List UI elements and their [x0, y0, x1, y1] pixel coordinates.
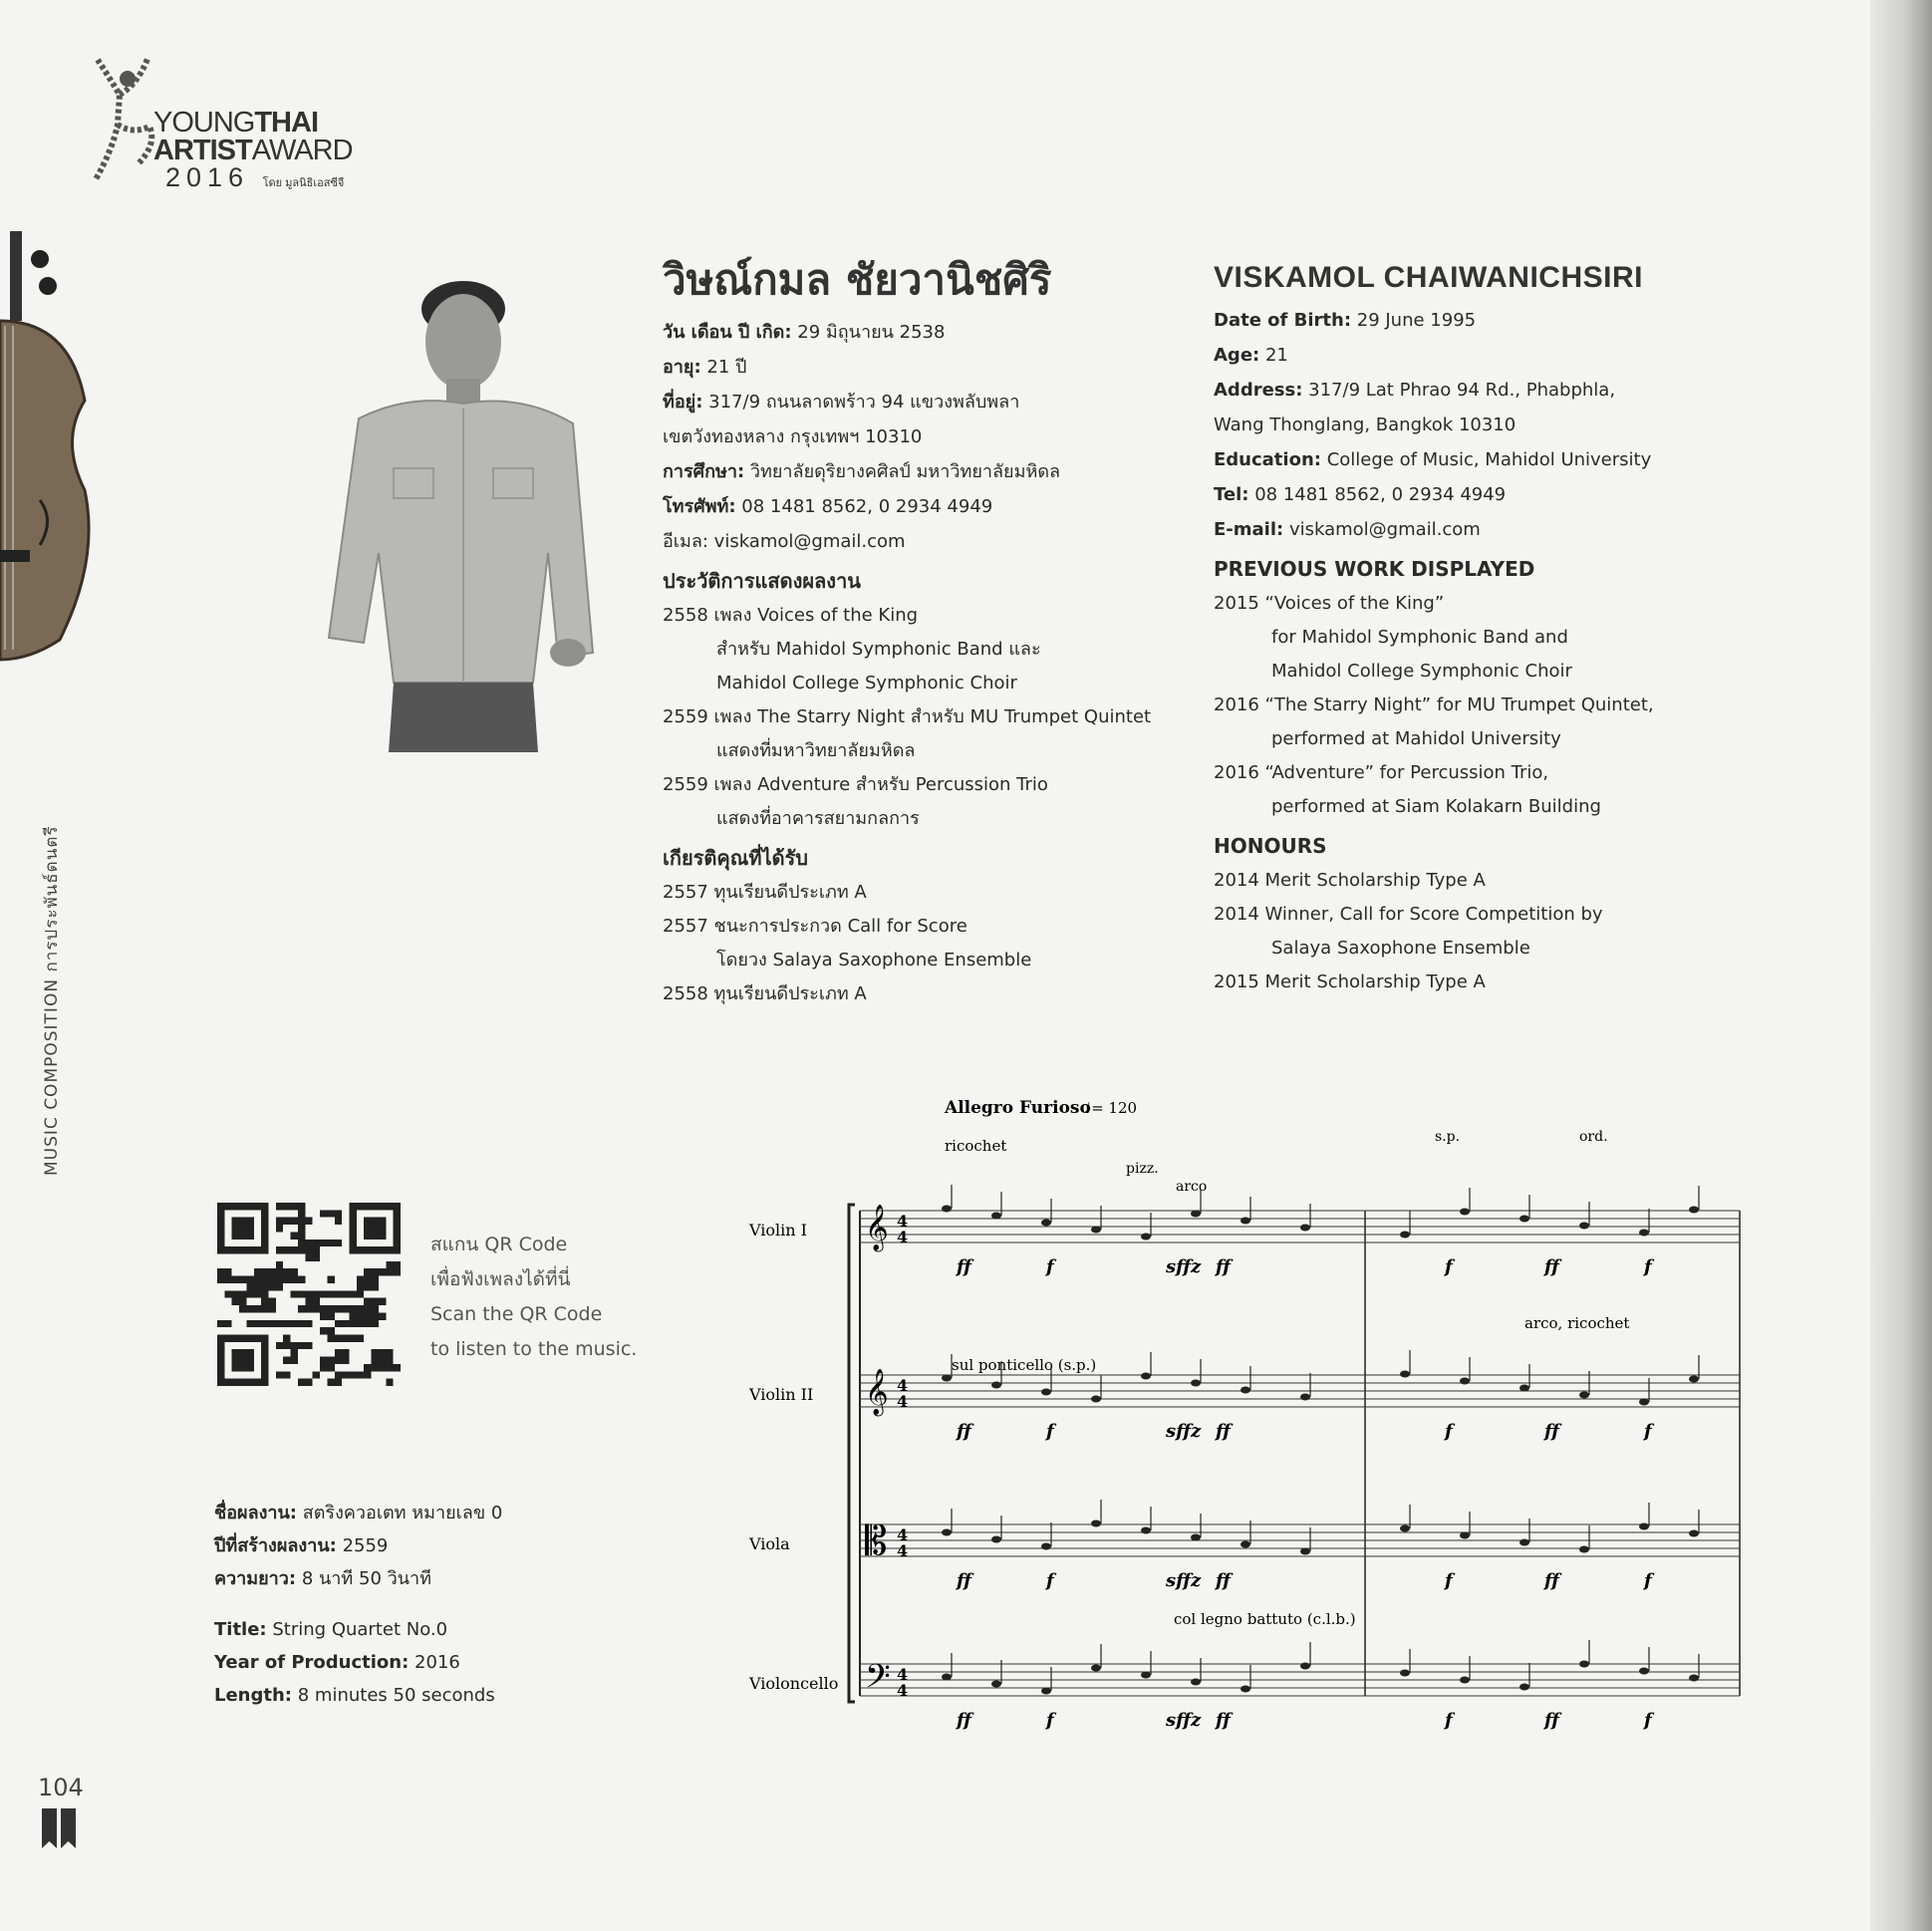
work-title-thai: ชื่อผลงาน: สตริงควอเตท หมายเลข 0 [214, 1503, 503, 1523]
list-item-continuation [663, 802, 1181, 836]
list-item [1214, 756, 1692, 790]
list-item-year: 2016 [1214, 694, 1265, 715]
dynamic-marking: f [1644, 1710, 1652, 1731]
tel-thai: โทรศัพท์: 08 1481 8562, 0 2934 4949 [663, 496, 993, 517]
dynamic-marking: sffz [1166, 1710, 1202, 1731]
dynamic-marking: f [1046, 1710, 1054, 1731]
list-item-text: สำหรับ Mahidol Symphonic Band และ [716, 639, 1041, 660]
list-item-continuation [663, 944, 1181, 977]
young-thai-artist-award-logo [88, 55, 357, 194]
logo-line1: YOUNGTHAI [153, 107, 319, 138]
address-english-line2: Wang Thonglang, Bangkok 10310 [1214, 414, 1517, 435]
marking-sul-ponticello: sul ponticello (s.p.) [952, 1356, 1097, 1374]
score-tempo: Allegro Furioso [945, 1098, 1091, 1118]
note-head [991, 1681, 1001, 1688]
list-item [663, 700, 1181, 734]
note-head [1241, 1541, 1250, 1548]
list-item-text: ทุนเรียนดีประเภท A [713, 983, 867, 1004]
bookmark-icon [42, 1808, 78, 1848]
list-item [1214, 966, 1692, 999]
note-head [1400, 1670, 1410, 1677]
works-heading-english: PREVIOUS WORK DISPLAYED [1214, 557, 1535, 581]
staff-systems [748, 1185, 1740, 1731]
dynamic-marking: f [1445, 1256, 1453, 1277]
time-signature: 4 [897, 1376, 909, 1395]
list-item-year: 2557 [663, 882, 714, 903]
note-head [1519, 1216, 1529, 1223]
marking-ord: ord. [1579, 1129, 1608, 1145]
list-item [1214, 864, 1692, 898]
dynamic-marking: ff [957, 1256, 971, 1277]
marking-ricochet: ricochet [945, 1137, 1007, 1155]
list-item-continuation [663, 734, 1181, 768]
note-head [991, 1382, 1001, 1389]
instrument-label: Violin II [749, 1385, 814, 1404]
list-item-text: Merit Scholarship Type A [1264, 971, 1486, 992]
work-year-english: Year of Production: 2016 [214, 1652, 460, 1673]
list-item-text: “Adventure” for Percussion Trio, [1264, 762, 1549, 783]
note-head [1400, 1232, 1410, 1239]
score-excerpt [747, 1091, 1744, 1749]
thai-bio-column [663, 247, 1181, 1011]
note-head [1191, 1534, 1201, 1541]
list-item-continuation [663, 633, 1181, 667]
qr-caption-en2: to listen to the music. [430, 1338, 638, 1360]
note-head [1519, 1385, 1529, 1392]
list-item-text: เพลง The Starry Night สำหรับ MU Trumpet Quintet [713, 706, 1152, 727]
work-year-thai: ปีที่สร้างผลงาน: 2559 [214, 1535, 389, 1556]
list-item-text: Merit Scholarship Type A [1264, 870, 1486, 891]
address-thai-line2: เขตวังทองหลาง กรุงเทพฯ 10310 [663, 426, 923, 447]
list-item [1214, 689, 1692, 722]
note-head [1579, 1392, 1589, 1399]
list-item [663, 876, 1181, 910]
dynamic-marking: f [1046, 1256, 1054, 1277]
list-item-text: Winner, Call for Score Competition by [1264, 904, 1603, 925]
system-bracket [849, 1205, 855, 1702]
list-item-text: เพลง Adventure สำหรับ Percussion Trio [713, 774, 1048, 795]
score-tempo-mark: ♩= 120 [1084, 1099, 1138, 1117]
email-english: E-mail: viskamol@gmail.com [1214, 519, 1481, 540]
note-head [1091, 1396, 1101, 1403]
note-head [1689, 1675, 1699, 1682]
dob-english: Date of Birth: 29 June 1995 [1214, 310, 1477, 331]
logo-line2: ARTISTAWARD [153, 135, 353, 166]
note-head [1300, 1394, 1310, 1401]
note-head [1141, 1672, 1151, 1679]
dynamic-marking: ff [1544, 1421, 1559, 1442]
clef-icon: 𝄞 [865, 1205, 889, 1250]
instrument-label: Viola [749, 1534, 790, 1553]
list-item-text: แสดงที่อาคารสยามกลการ [716, 808, 920, 829]
note-head [942, 1375, 952, 1382]
note-head [1519, 1684, 1529, 1691]
dynamic-marking: ff [957, 1421, 971, 1442]
list-item [663, 910, 1181, 944]
list-item-year: 2014 [1214, 870, 1265, 891]
marking-pizz: pizz. [1126, 1161, 1159, 1177]
list-item-year: 2015 [1214, 593, 1265, 614]
works-list-english [1214, 587, 1692, 824]
age-english: Age: 21 [1214, 345, 1288, 366]
note-head [1639, 1230, 1649, 1237]
book-gutter [1870, 0, 1932, 1931]
email-thai: อีเมล: viskamol@gmail.com [663, 531, 906, 552]
note-head [1041, 1389, 1051, 1396]
instrument-label: Violin I [749, 1221, 807, 1240]
dynamic-marking: f [1644, 1256, 1652, 1277]
note-head [1241, 1686, 1250, 1693]
list-item [663, 768, 1181, 802]
note-head [1460, 1532, 1470, 1539]
dynamic-marking: f [1445, 1570, 1453, 1591]
note-head [1241, 1387, 1250, 1394]
dynamic-marking: sffz [1166, 1570, 1202, 1591]
honours-heading-english: HONOURS [1214, 834, 1327, 858]
honours-heading-thai: เกียรติคุณที่ได้รับ [663, 846, 808, 870]
list-item-year: 2558 [663, 605, 714, 626]
note-head [1191, 1211, 1201, 1218]
note-head [1460, 1677, 1470, 1684]
work-length-thai: ความยาว: 8 นาที 50 วินาที [214, 1568, 432, 1589]
note-head [1091, 1227, 1101, 1234]
time-signature: 4 [897, 1212, 909, 1231]
artist-photo [299, 254, 633, 752]
note-head [1300, 1548, 1310, 1555]
clef-icon: 𝄞 [865, 1369, 889, 1415]
tel-english: Tel: 08 1481 8562, 0 2934 4949 [1214, 484, 1507, 505]
note-head [991, 1213, 1001, 1220]
dynamic-marking: f [1046, 1421, 1054, 1442]
note-head [1400, 1525, 1410, 1532]
list-item-text: performed at Siam Kolakarn Building [1271, 796, 1601, 817]
note-head [1141, 1234, 1151, 1241]
dynamic-marking: f [1445, 1421, 1453, 1442]
list-item-text: เพลง Voices of the King [713, 605, 919, 626]
dynamic-marking: ff [1544, 1570, 1559, 1591]
work-title-english: Title: String Quartet No.0 [214, 1619, 448, 1640]
list-item-text: Salaya Saxophone Ensemble [1271, 938, 1530, 959]
note-head [1241, 1218, 1250, 1225]
time-signature: 4 [897, 1392, 909, 1411]
note-head [1300, 1663, 1310, 1670]
clef-icon: 𝄢 [865, 1658, 891, 1704]
work-info [214, 1497, 502, 1712]
dynamic-marking: ff [1544, 1256, 1559, 1277]
artist-name-thai: วิษณ์กมล ชัยวานิชศิริ [663, 255, 1052, 304]
qr-caption-en1: Scan the QR Code [430, 1303, 603, 1325]
note-head [1041, 1543, 1051, 1550]
note-head [942, 1206, 952, 1213]
note-head [1579, 1223, 1589, 1230]
english-bio-column [1214, 261, 1692, 999]
dynamic-marking: ff [1544, 1710, 1559, 1731]
note-head [1689, 1207, 1699, 1214]
list-item-text: ชนะการประกวด Call for Score [713, 916, 967, 937]
works-heading-thai: ประวัติการแสดงผลงาน [663, 569, 861, 593]
list-item-text: “Voices of the King” [1264, 593, 1445, 614]
list-item-text: แสดงที่มหาวิทยาลัยมหิดล [716, 740, 916, 761]
dynamic-marking: ff [957, 1570, 971, 1591]
dynamic-marking: ff [1216, 1570, 1231, 1591]
list-item-text: Mahidol College Symphonic Choir [1271, 661, 1572, 682]
note-head [942, 1674, 952, 1681]
list-item-text: Mahidol College Symphonic Choir [716, 673, 1017, 693]
time-signature: 4 [897, 1541, 909, 1560]
time-signature: 4 [897, 1665, 909, 1684]
list-item-continuation [1214, 655, 1692, 689]
logo-year: 2016 โดย มูลนิธิเอสซีจี [165, 162, 345, 192]
marking-arco: arco [1176, 1179, 1208, 1195]
list-item-continuation [1214, 790, 1692, 824]
dynamic-marking: ff [1216, 1421, 1231, 1442]
dynamic-marking: sffz [1166, 1256, 1202, 1277]
list-item-year: 2559 [663, 706, 714, 727]
list-item-text: “The Starry Night” for MU Trumpet Quintet, [1264, 694, 1654, 715]
dynamic-marking: ff [1216, 1256, 1231, 1277]
list-item-year: 2016 [1214, 762, 1265, 783]
education-english: Education: College of Music, Mahidol University [1214, 449, 1652, 470]
violin-image [0, 231, 105, 670]
list-item-year: 2557 [663, 916, 714, 937]
works-list-thai [663, 599, 1181, 836]
note-head [1689, 1530, 1699, 1537]
marking-col-legno: col legno battuto (c.l.b.) [1174, 1610, 1356, 1628]
artist-name-english: VISKAMOL CHAIWANICHSIRI [1214, 261, 1643, 294]
list-item-continuation [663, 667, 1181, 700]
work-length-english: Length: 8 minutes 50 seconds [214, 1685, 495, 1706]
list-item [1214, 898, 1692, 932]
note-head [1519, 1539, 1529, 1546]
note-head [1191, 1679, 1201, 1686]
list-item-text: for Mahidol Symphonic Band and [1271, 627, 1568, 648]
dynamic-marking: f [1046, 1570, 1054, 1591]
note-head [1400, 1371, 1410, 1378]
list-item [663, 599, 1181, 633]
clef-icon: 𝄡 [865, 1518, 888, 1564]
time-signature: 4 [897, 1681, 909, 1700]
dob-thai: วัน เดือน ปี เกิด: 29 มิถุนายน 2538 [663, 322, 946, 343]
note-head [1091, 1520, 1101, 1527]
section-side-label: MUSIC COMPOSITION การประพันธ์ดนตรี [42, 825, 62, 1176]
note-head [1041, 1688, 1051, 1695]
honours-list-english [1214, 864, 1692, 999]
age-thai: อายุ: 21 ปี [663, 357, 747, 378]
time-signature: 4 [897, 1228, 909, 1246]
note-head [1460, 1378, 1470, 1385]
list-item [663, 977, 1181, 1011]
note-head [1460, 1209, 1470, 1216]
list-item-year: 2558 [663, 983, 714, 1004]
education-thai: การศึกษา: วิทยาลัยดุริยางคศิลป์ มหาวิทยาลัยมหิดล [663, 461, 1061, 482]
dynamic-marking: ff [957, 1710, 971, 1731]
note-head [1141, 1373, 1151, 1380]
list-item-text: โดยวง Salaya Saxophone Ensemble [716, 950, 1032, 970]
list-item [1214, 587, 1692, 621]
note-head [942, 1529, 952, 1536]
instrument-label: Violoncello [749, 1674, 839, 1693]
list-item-text: performed at Mahidol University [1271, 728, 1561, 749]
note-head [1689, 1376, 1699, 1383]
note-head [1300, 1225, 1310, 1232]
note-head [1579, 1546, 1589, 1553]
page-number: 104 [38, 1774, 84, 1801]
note-head [1041, 1220, 1051, 1227]
list-item-continuation [1214, 722, 1692, 756]
note-head [1639, 1668, 1649, 1675]
note-head [1191, 1380, 1201, 1387]
note-head [1639, 1523, 1649, 1530]
note-head [1639, 1399, 1649, 1406]
list-item-year: 2015 [1214, 971, 1265, 992]
marking-arco-ricochet: arco, ricochet [1524, 1314, 1630, 1332]
list-item-year: 2014 [1214, 904, 1265, 925]
note-head [991, 1536, 1001, 1543]
note-head [1579, 1661, 1589, 1668]
qr-code[interactable] [217, 1203, 401, 1386]
address-english: Address: 317/9 Lat Phrao 94 Rd., Phabphla, [1214, 380, 1616, 401]
list-item-continuation [1214, 621, 1692, 655]
dynamic-marking: sffz [1166, 1421, 1202, 1442]
time-signature: 4 [897, 1525, 909, 1544]
dynamic-marking: f [1445, 1710, 1453, 1731]
dynamic-marking: ff [1216, 1710, 1231, 1731]
dynamic-marking: f [1644, 1570, 1652, 1591]
honours-list-thai [663, 876, 1181, 1011]
list-item-year: 2559 [663, 774, 714, 795]
dynamic-marking: f [1644, 1421, 1652, 1442]
address-thai: ที่อยู่: 317/9 ถนนลาดพร้าว 94 แขวงพลับพลา [663, 392, 1020, 413]
list-item-text: ทุนเรียนดีประเภท A [713, 882, 867, 903]
qr-caption-th1: สแกน QR Code [430, 1234, 568, 1255]
marking-sp: s.p. [1435, 1129, 1461, 1145]
note-head [1091, 1665, 1101, 1672]
qr-caption-th2: เพื่อฟังเพลงได้ที่นี่ [430, 1268, 571, 1290]
list-item-continuation [1214, 932, 1692, 966]
note-head [1141, 1527, 1151, 1534]
qr-caption [430, 1228, 637, 1367]
